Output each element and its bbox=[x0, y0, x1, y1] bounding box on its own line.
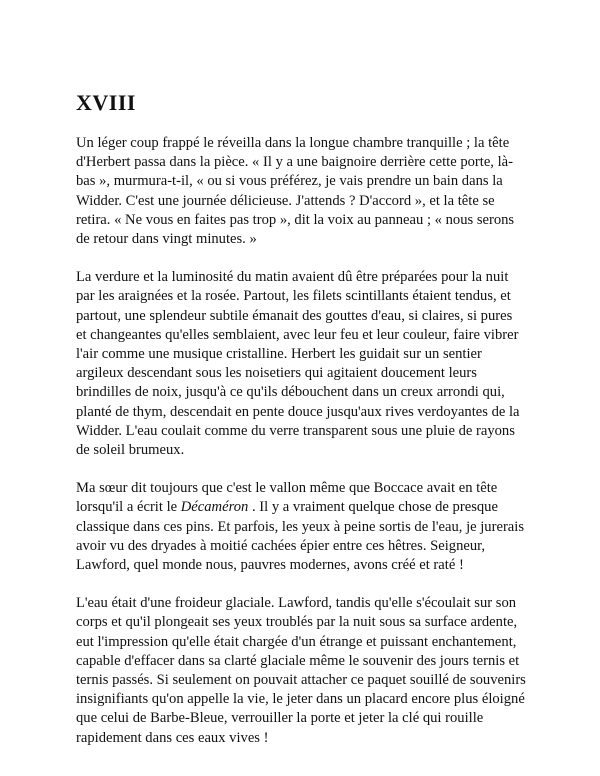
chapter-title: XVIII bbox=[76, 90, 136, 115]
paragraph-3-before: Ma sœur dit toujours que c'est le vallon même que Boccace avait en tête lorsqu'il a écrit le bbox=[76, 480, 498, 516]
paragraph-2: La verdure et la luminosité du matin avaient dû être préparées pour la nuit par les araignées et la rosée. Partout, les filets scintillants étaient tendus, et partout, une splendeur subtile émanait des gouttes d'eau, si claires, si pures et changeantes qu'elles semblaient, avec leur feu et leur couleur, faire vibrer l'air comme une musique cristalline. Herbert les guidait sur un sentier argileux descendant sous les noisetiers qui agitaient doucement leurs brindilles de noix, jusqu'à ce qu'ils débouchent dans un creux arrondi qui, planté de thym, descendait en pente douce jusqu'aux rives verdoyantes de la Widder. L'eau coulait comme du verre transparent sous une pluie de rayons de soleil brumeux. bbox=[76, 269, 520, 459]
paragraph-4: L'eau était d'une froideur glaciale. Lawford, tandis qu'elle s'écoulait sur son corps et qu'il plongeait ses yeux troublés par la nuit sous sa surface ardente, eut l'impression qu'elle était chargée d'un étrange et puissant enchantement, capable d'effacer dans sa clarté glaciale même le souvenir des jours ternis et ternis passés. Si seulement on pouvait attacher ce paquet souillé de souvenirs insignifiants qu'on appelle la vie, le jeter dans un placard encore plus éloigné que celui de Barbe-Bleue, verrouiller la porte et jeter la clé qui rouille rapidement dans ces eaux vives ! bbox=[76, 595, 526, 746]
paragraph-1: Un léger coup frappé le réveilla dans la longue chambre tranquille ; la tête d'Herbert passa dans la pièce. « Il y a une baignoire derrière cette porte, là-bas », murmura-t-il, « ou si vous préférez, je vais prendre un bain dans la Widder. C'est une journée délicieuse. J'attends ? D'accord », et la tête se retira. « Ne vous en faites pas trop », dit la voix au panneau ; « nous serons de retour dans vingt minutes. » bbox=[76, 135, 515, 248]
paragraph-3-after: . Il y a vraiment quelque chose de presque classique dans ces pins. Et parfois, les yeux à peine sortis de l'eau, je jurerais avoir vu des dryades à moitié cachées épier entre ces hêtres. Seigneur, Lawford, quel monde nous, pauvres modernes, avons créé et raté ! bbox=[76, 499, 525, 574]
paragraph-3 bbox=[76, 479, 526, 575]
book-title-decameron: Décaméron bbox=[180, 499, 249, 516]
